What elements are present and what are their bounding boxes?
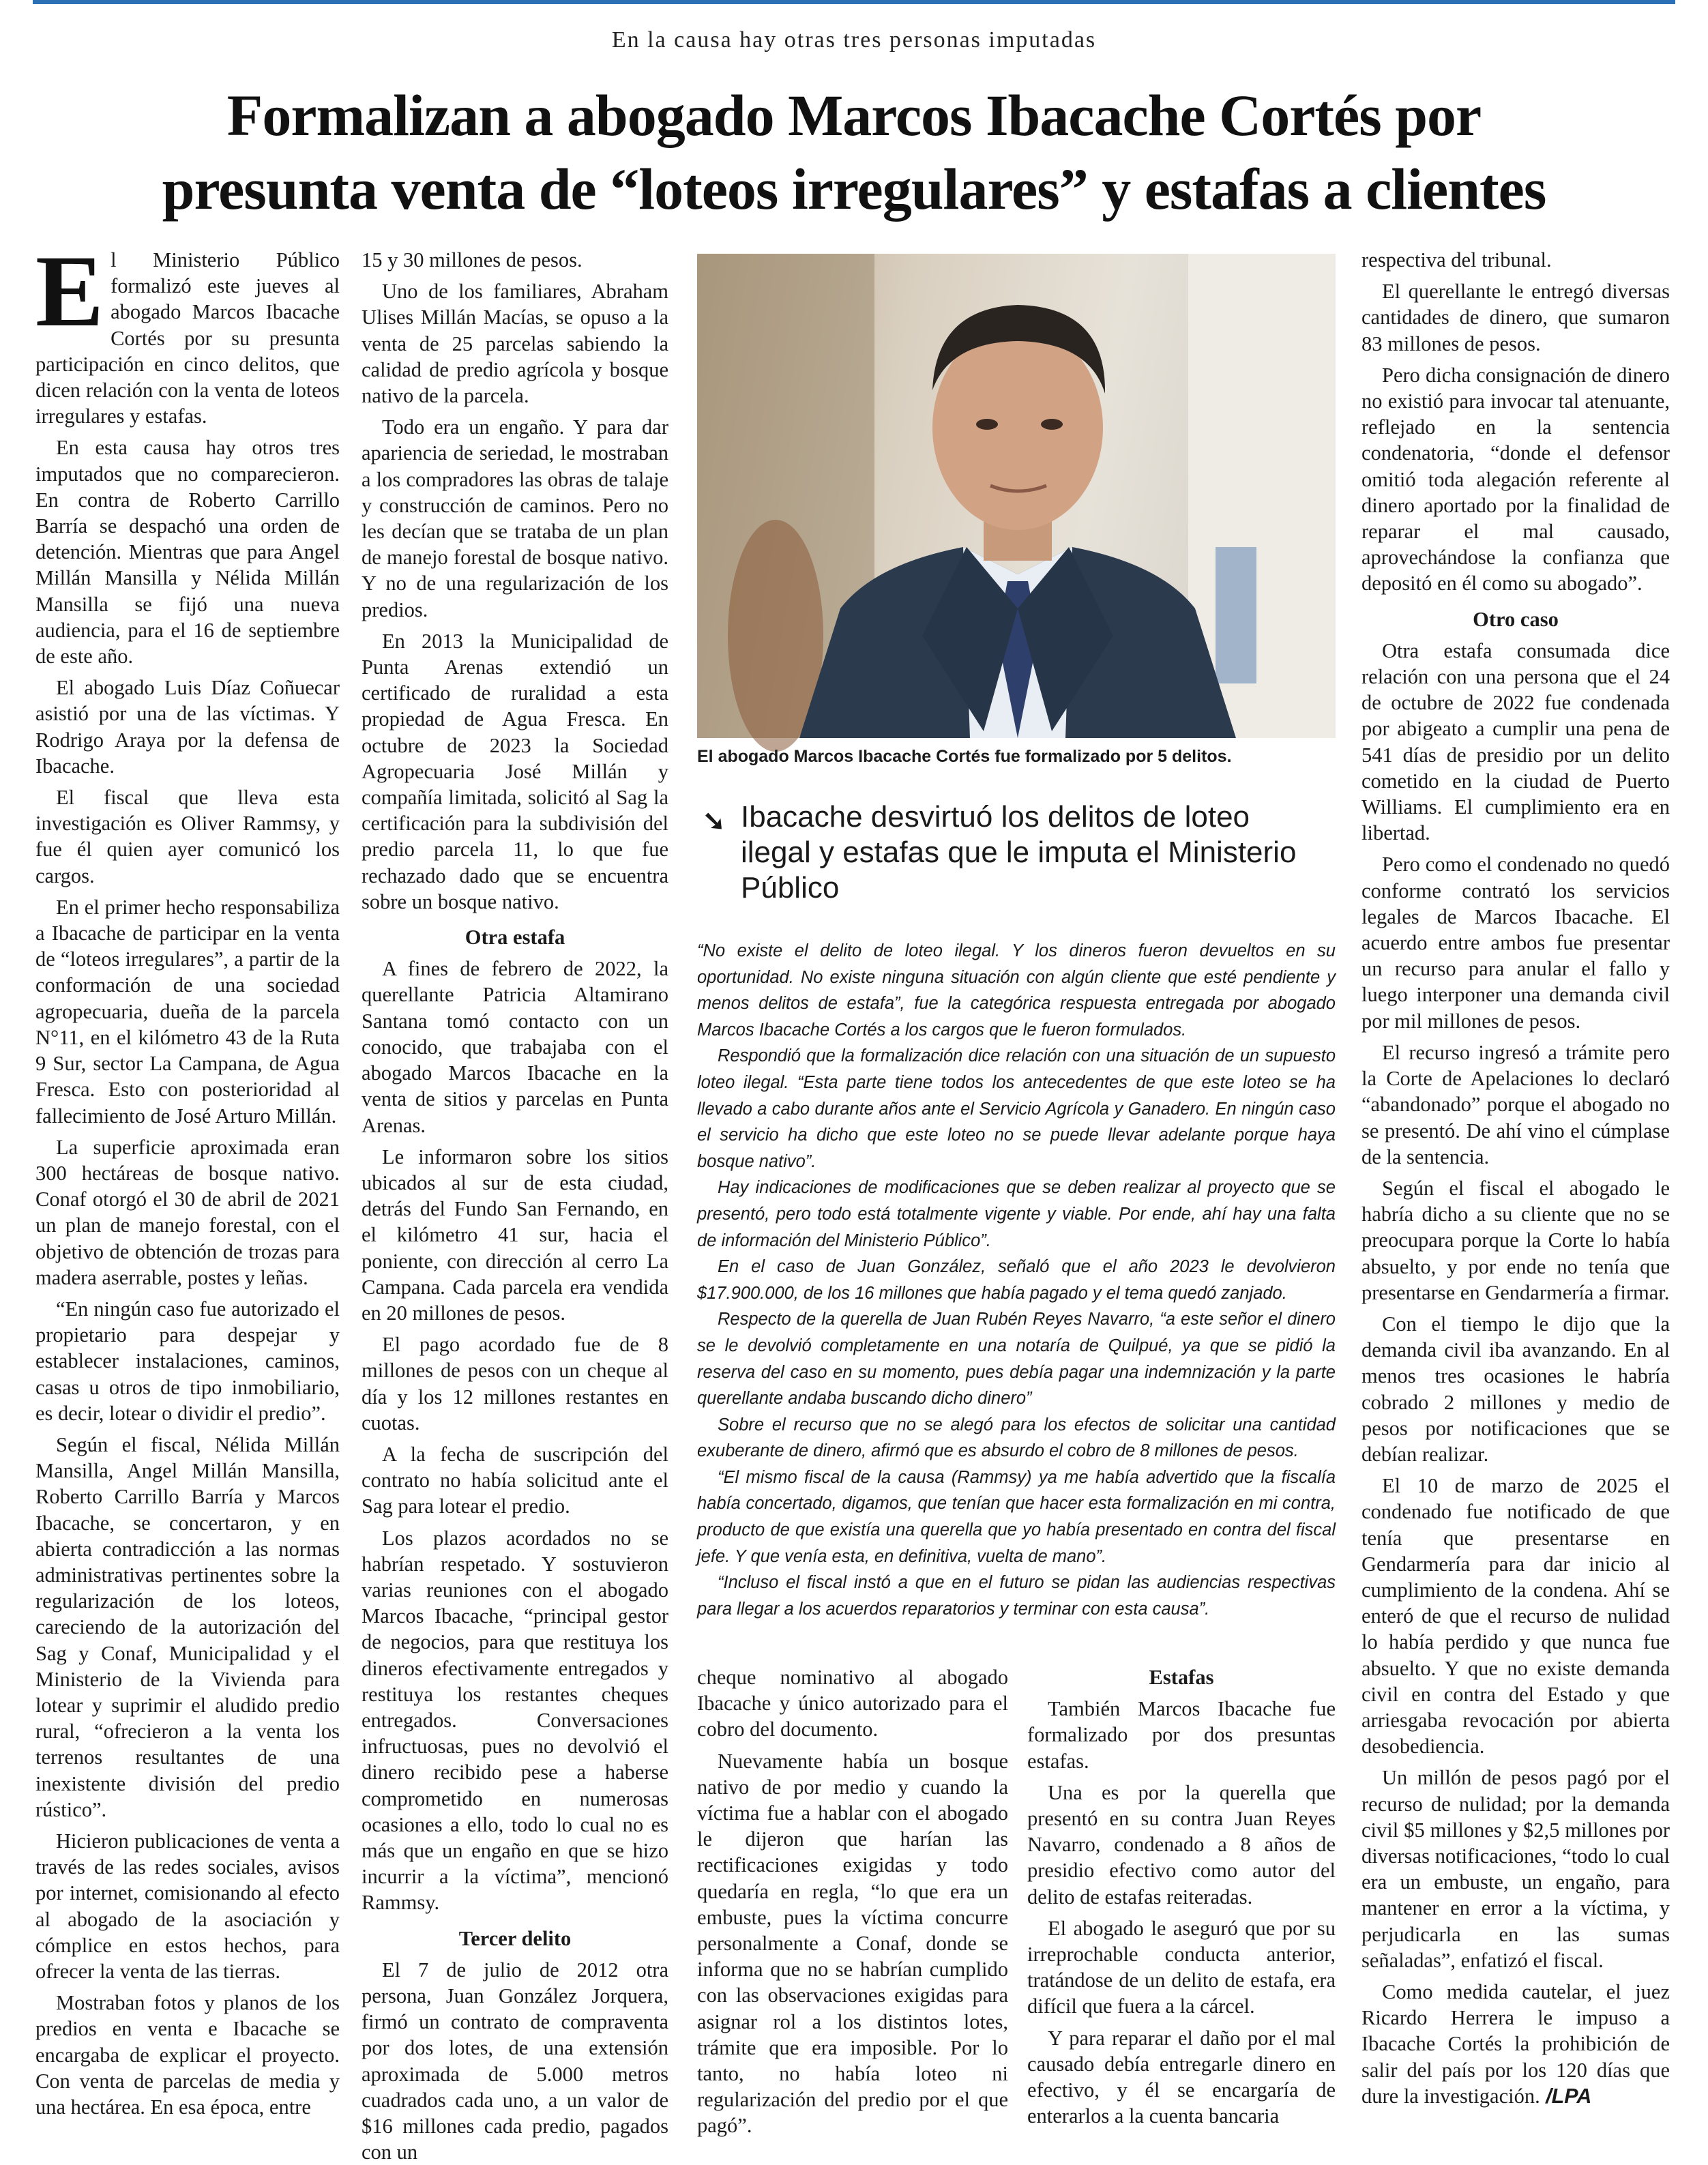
paragraph: Según el fiscal el abogado le habría dicho a su cliente que no se preocupara porque la Corte lo había absuelto, y por ende no tenía que presentarse en Gendarmería a firmar. [1361, 1176, 1670, 1304]
portrait-illustration [697, 254, 1336, 738]
paragraph: Los plazos acordados no se habrían respetado. Y sostuvieron varias reuniones con el abogado Marcos Ibacache, “principal gestor de negocios, para que restituya los dineros efectivamente entregados y restituya los restantes cheques entregados. Conversaciones infructuosas, pues no devolvió el dinero recibido pese a haberse comprometido en numerosas ocasiones a ello, todo lo cual no es más que un engaño en que se hizo incurrir a la víctima”, mencionó Rammsy. [362, 1526, 668, 1915]
paragraph: Respecto de la querella de Juan Rubén Reyes Navarro, “a este señor el dinero se le devolvió completamente en una notaría de Quilpué, ya que se pidió la reserva del caso en su momento, pues debía pagar una indemnización y la parte querellante andaba buscando dicho dinero” [697, 1310, 1336, 1409]
headline-line-1: Formalizan a abogado Marcos Ibacache Cortés por [226, 83, 1482, 148]
top-rule [33, 0, 1675, 4]
arrow-down-right-icon: ➘ [703, 806, 726, 836]
paragraph: Según el fiscal, Nélida Millán Mansilla, Angel Millán Mansilla, Roberto Carrillo Barría y Marcos Ibacache, se concertaron, y en abierta contradicción a las normas administrativas pertinentes sobre la regularización de los loteos, careciendo de la autorización del Sag y Conaf, Municipalidad y el Ministerio de la Vivienda para lotear y suprimir el aludido predio rural, “ofrecieron a la venta los terrenos resultantes de una inexistente división del predio rústico”. [35, 1432, 340, 1821]
column-5 [1361, 247, 1670, 2130]
paragraph: respectiva del tribunal. [1361, 248, 1552, 271]
subheading: Otro caso [1473, 607, 1559, 631]
paragraph: Como medida cautelar, el juez Ricardo Herrera le impuso a Ibacache Cortés la prohibición de salir del país por los 120 días que dure la investigación. /LPA [1361, 1980, 1670, 2108]
paragraph: El fiscal que lleva esta investigación es Oliver Rammsy, y fue él quien ayer comunicó los cargos. [35, 786, 340, 887]
paragraph: El 7 de julio de 2012 otra persona, Juan González Jorquera, firmó un contrato de compraventa por dos lotes, de una extensión aproximada de 5.000 metros cuadrados cada uno, a un valor de $16 millones cada predio, pagados con un [362, 1958, 668, 2164]
paragraph: El pago acordado fue de 8 millones de pesos con un cheque al día y los 12 millones restantes en cuotas. [362, 1333, 668, 1434]
dropcap: E [35, 235, 104, 348]
paragraph: Pero como el condenado no quedó conforme contrató los servicios legales de Marcos Ibacache. El acuerdo entre ambos fue presentar un recurso para anular el fallo y luego interponer una demanda civil por mil millones de pesos. [1361, 853, 1670, 1033]
subheading: Tercer delito [458, 1926, 572, 1950]
paragraph: El recurso ingresó a trámite pero la Corte de Apelaciones lo declaró “abandonado” porque el abogado no se presentó. De ahí vino el cúmplase de la sentencia. [1361, 1040, 1670, 1168]
paragraph: Con el tiempo le dijo que la demanda civil iba avanzando. En al menos tres ocasiones le habría cobrado 2 millones y medio de pesos por notificaciones que se debían realizar. [1361, 1312, 1670, 1466]
paragraph: Hicieron publicaciones de venta a través de las redes sociales, avisos por internet, comisionando al efecto al abogado de la asociación y cómplice en estos hechos, para ofrecer la venta de las tierras. [35, 1829, 340, 1983]
column-1 [35, 235, 340, 2130]
kicker: En la causa hay otras tres personas imputadas [611, 27, 1097, 53]
paragraph: El abogado le aseguró que por su irreprochable conducta anterior, tratándose de un delito de estafa, era difícil que fuera a la cárcel. [1027, 1916, 1336, 2018]
paragraph: cheque nominativo al abogado Ibacache y único autorizado para el cobro del documento. [697, 1666, 1008, 1741]
paragraph: “El mismo fiscal de la causa (Rammsy) ya me había advertido que la fiscalía había concertado, digamos, que tenían que hacer esta formalización en mi contra, producto de que existía una querella que yo había presentado en contra del fiscal jefe. Y que venía esta, en definitiva, vuelta de mano”. [697, 1467, 1336, 1566]
paragraph: Uno de los familiares, Abraham Ulises Millán Macías, se opuso a la venta de 25 parcelas sabiendo la calidad de predio agrícola y bosque nativo de la parcela. [362, 280, 668, 408]
paragraph: Nuevamente había un bosque nativo de por medio y cuando la víctima fue a hablar con el abogado le dijeron que harían las rectificaciones exigidas y todo quedaría en regla, “lo que era un embuste, pues la víctima concurre personalmente a Conaf, donde se informa que no se habrían cumplido con las observaciones exigidas para asignar rol a los distintos lotes, trámite que era imposible. Por lo tanto, no había loteo ni regularización del predio por el que pagó”. [697, 1749, 1008, 2138]
signature: /LPA [1540, 2084, 1592, 2108]
paragraph: A fines de febrero de 2022, la querellante Patricia Altamirano Santana tomó contacto con un conocido, que trabajaba con el abogado Marcos Ibacache en la venta de sitios y parcelas en Punta Arenas. [362, 957, 668, 1137]
paragraph: En el caso de Juan González, señaló que el año 2023 le devolvieron $17.900.000, de los 16 millones que había pagado y el tema quedó zanjado. [697, 1257, 1336, 1303]
paragraph: Respondió que la formalización dice relación con una situación de un supuesto loteo ilegal. “Esta parte tiene todos los antecedentes de que este loteo se ha llevado a cabo durante años ante el Servicio Agrícola y Ganadero. En ningún caso el servicio ha dicho que este loteo no se puede llevar adelante porque haya bosque nativo”. [697, 1046, 1336, 1171]
column-4 [1027, 1664, 1336, 2130]
paragraph: “Incluso el fiscal instó a que en el futuro se pidan las audiencias respectivas para llegar a los acuerdos reparatorios y terminar con esta causa”. [697, 1573, 1336, 1619]
paragraph: El 10 de marzo de 2025 el condenado fue notificado de que tenía que presentarse en Gendarmería para dar inicio al cumplimiento de la condena. Ahí se enteró de que el recurso de nulidad lo había perdido y que nunca fue absuelto. Y que no existe demanda civil en contra del Estado y que arriesgaba revocación por abierta desobediencia. [1361, 1474, 1670, 1758]
paragraph: Una es por la querella que presentó en su contra Juan Reyes Navarro, condenado a 8 años de presidio efectivo como autor del delito de estafas reiteradas. [1027, 1780, 1336, 1909]
paragraph: En 2013 la Municipalidad de Punta Arenas extendió un certificado de ruralidad a esta propiedad de Agua Fresca. En octubre de 2023 la Sociedad Agropecuaria José Millán y compañía limitada, solicitó al Sag la certificación para la subdivisión del predio parcela 11, lo que fue rechazado dado que se encuentra sobre un bosque nativo. [362, 629, 668, 913]
paragraph: También Marcos Ibacache fue formalizado por dos presuntas estafas. [1027, 1697, 1336, 1773]
paragraph: A la fecha de suscripción del contrato no había solicitud ante el Sag para lotear el predio. [362, 1442, 668, 1518]
paragraph: Y para reparar el daño por el mal causado debía entregarle dinero en efectivo, y él se encargaría de enterarlos a la cuenta bancaria [1027, 2026, 1336, 2128]
photo-caption: El abogado Marcos Ibacache Cortés fue formalizado por 5 delitos. [697, 747, 1232, 766]
paragraph: “En ningún caso fue autorizado el propietario para despejar y establecer instalaciones, caminos, casas u otros de tipo inmobiliario, es decir, lotear o dividir el predio”. [35, 1297, 340, 1425]
subheading: Otra estafa [465, 926, 565, 949]
paragraph: En esta causa hay otros tres imputados que no comparecieron. En contra de Roberto Carrillo Barría se despachó una orden de detención. Mientras que para Angel Millán Mansilla y Nélida Millán Mansilla se fijó una nueva audiencia, para el 16 de septiembre de este año. [35, 436, 340, 668]
paragraph: Le informaron sobre los sitios ubicados al sur de esta ciudad, detrás del Fundo San Fernando, en el kilómetro 41 sur, hacia el poniente, con dirección al cerro La Campana. Cada parcela era vendida en 20 millones de pesos. [362, 1145, 668, 1325]
paragraph: Sobre el recurso que no se alegó para los efectos de solicitar una cantidad exuberante de dinero, afirmó que es absurdo el cobro de 8 millones de pesos. [697, 1415, 1336, 1461]
paragraph: 15 y 30 millones de pesos. [362, 248, 583, 271]
paragraph: Mostraban fotos y planos de los predios en venta e Ibacache se encargaba de explicar el proyecto. Con venta de parcelas de media y una hectárea. En esa época, entre [35, 1991, 340, 2119]
paragraph: El Ministerio Público formalizó este jueves al abogado Marcos Ibacache Cortés por su presunta participación en cinco delitos, que dicen relación con la venta de loteos irregulares y estafas. [35, 235, 340, 428]
subheading: Estafas [1149, 1666, 1214, 1689]
column-2 [362, 247, 668, 2164]
lawyer-photo [697, 254, 1336, 738]
paragraph: Otra estafa consumada dice relación con una persona que el 24 de octubre de 2022 fue condenada por abigeato a cumplir una pena de 541 días de presidio por un delito cometido en la ciudad de Puerto Williams. El cumplimiento era en libertad. [1361, 638, 1670, 845]
column-3 [697, 1664, 1008, 2138]
paragraph: Un millón de pesos pagó por el recurso de nulidad; por la demanda civil $5 millones y $2,5 millones por diversas notificaciones, “todo lo cual era un embuste, un engaño, para mantener en error a la víctima, y perjudicarla en las sumas señaladas”, enfatizó el fiscal. [1361, 1766, 1670, 1972]
paragraph: En el primer hecho responsabiliza a Ibacache de participar en la venta de “loteos irregulares”, a partir de la conformación de una sociedad agropecuaria, dueña de la parcela N°11, en el kilómetro 43 de la Ruta 9 Sur, sector La Campana, de Agua Fresca. Esto con posterioridad al fallecimiento de José Arturo Millán. [35, 895, 340, 1128]
paragraph: “No existe el delito de loteo ilegal. Y los dineros fueron devueltos en su oportunidad. No existe ninguna situación con algún cliente que esté pendiente y menos delitos de estafa”, fue la categórica respuesta entregada por abogado Marcos Ibacache Cortés a los cargos que le fueron formulados. [697, 941, 1336, 1040]
sidebar-title: Ibacache desvirtuó los delitos de loteo ilegal y estafas que le imputa el Ministerio Público [741, 800, 1297, 904]
paragraph: Pero dicha consignación de dinero no existió para invocar tal atenuante, reflejado en la sentencia condenatoria, “donde el defensor omitió toda alegación referente al dinero aportado por la finalidad de reparar el mal causado, aprovechándose la confianza que depositó en él como su abogado”. [1361, 363, 1670, 595]
headline-line-2: presunta venta de “loteos irregulares” y estafas a clientes [162, 156, 1546, 222]
sidebar-body [697, 938, 1336, 1622]
paragraph: El querellante le entregó diversas cantidades de dinero, que sumaron 83 millones de pesos. [1361, 280, 1670, 355]
paragraph: El abogado Luis Díaz Coñuecar asistió por una de las víctimas. Y Rodrigo Araya por la defensa de Ibacache. [35, 676, 340, 778]
paragraph: Hay indicaciones de modificaciones que se deben realizar al proyecto que se presentó, pero todo está totalmente vigente y viable. Por ende, ahí hay una falta de información del Ministerio Público”. [697, 1178, 1336, 1250]
headline [55, 78, 1653, 226]
paragraph: La superficie aproximada eran 300 hectáreas de bosque nativo. Conaf otorgó el 30 de abril de 2021 un plan de manejo forestal, con el objetivo de obtención de trozas para madera aserrable, postes y leñas. [35, 1135, 340, 1289]
paragraph: Todo era un engaño. Y para dar apariencia de seriedad, le mostraban a los compradores las obras de talaje y construcción de caminos. Pero no les decían que se trataba de un plan de manejo forestal de bosque nativo. Y no de una regularización de los predios. [362, 415, 668, 621]
